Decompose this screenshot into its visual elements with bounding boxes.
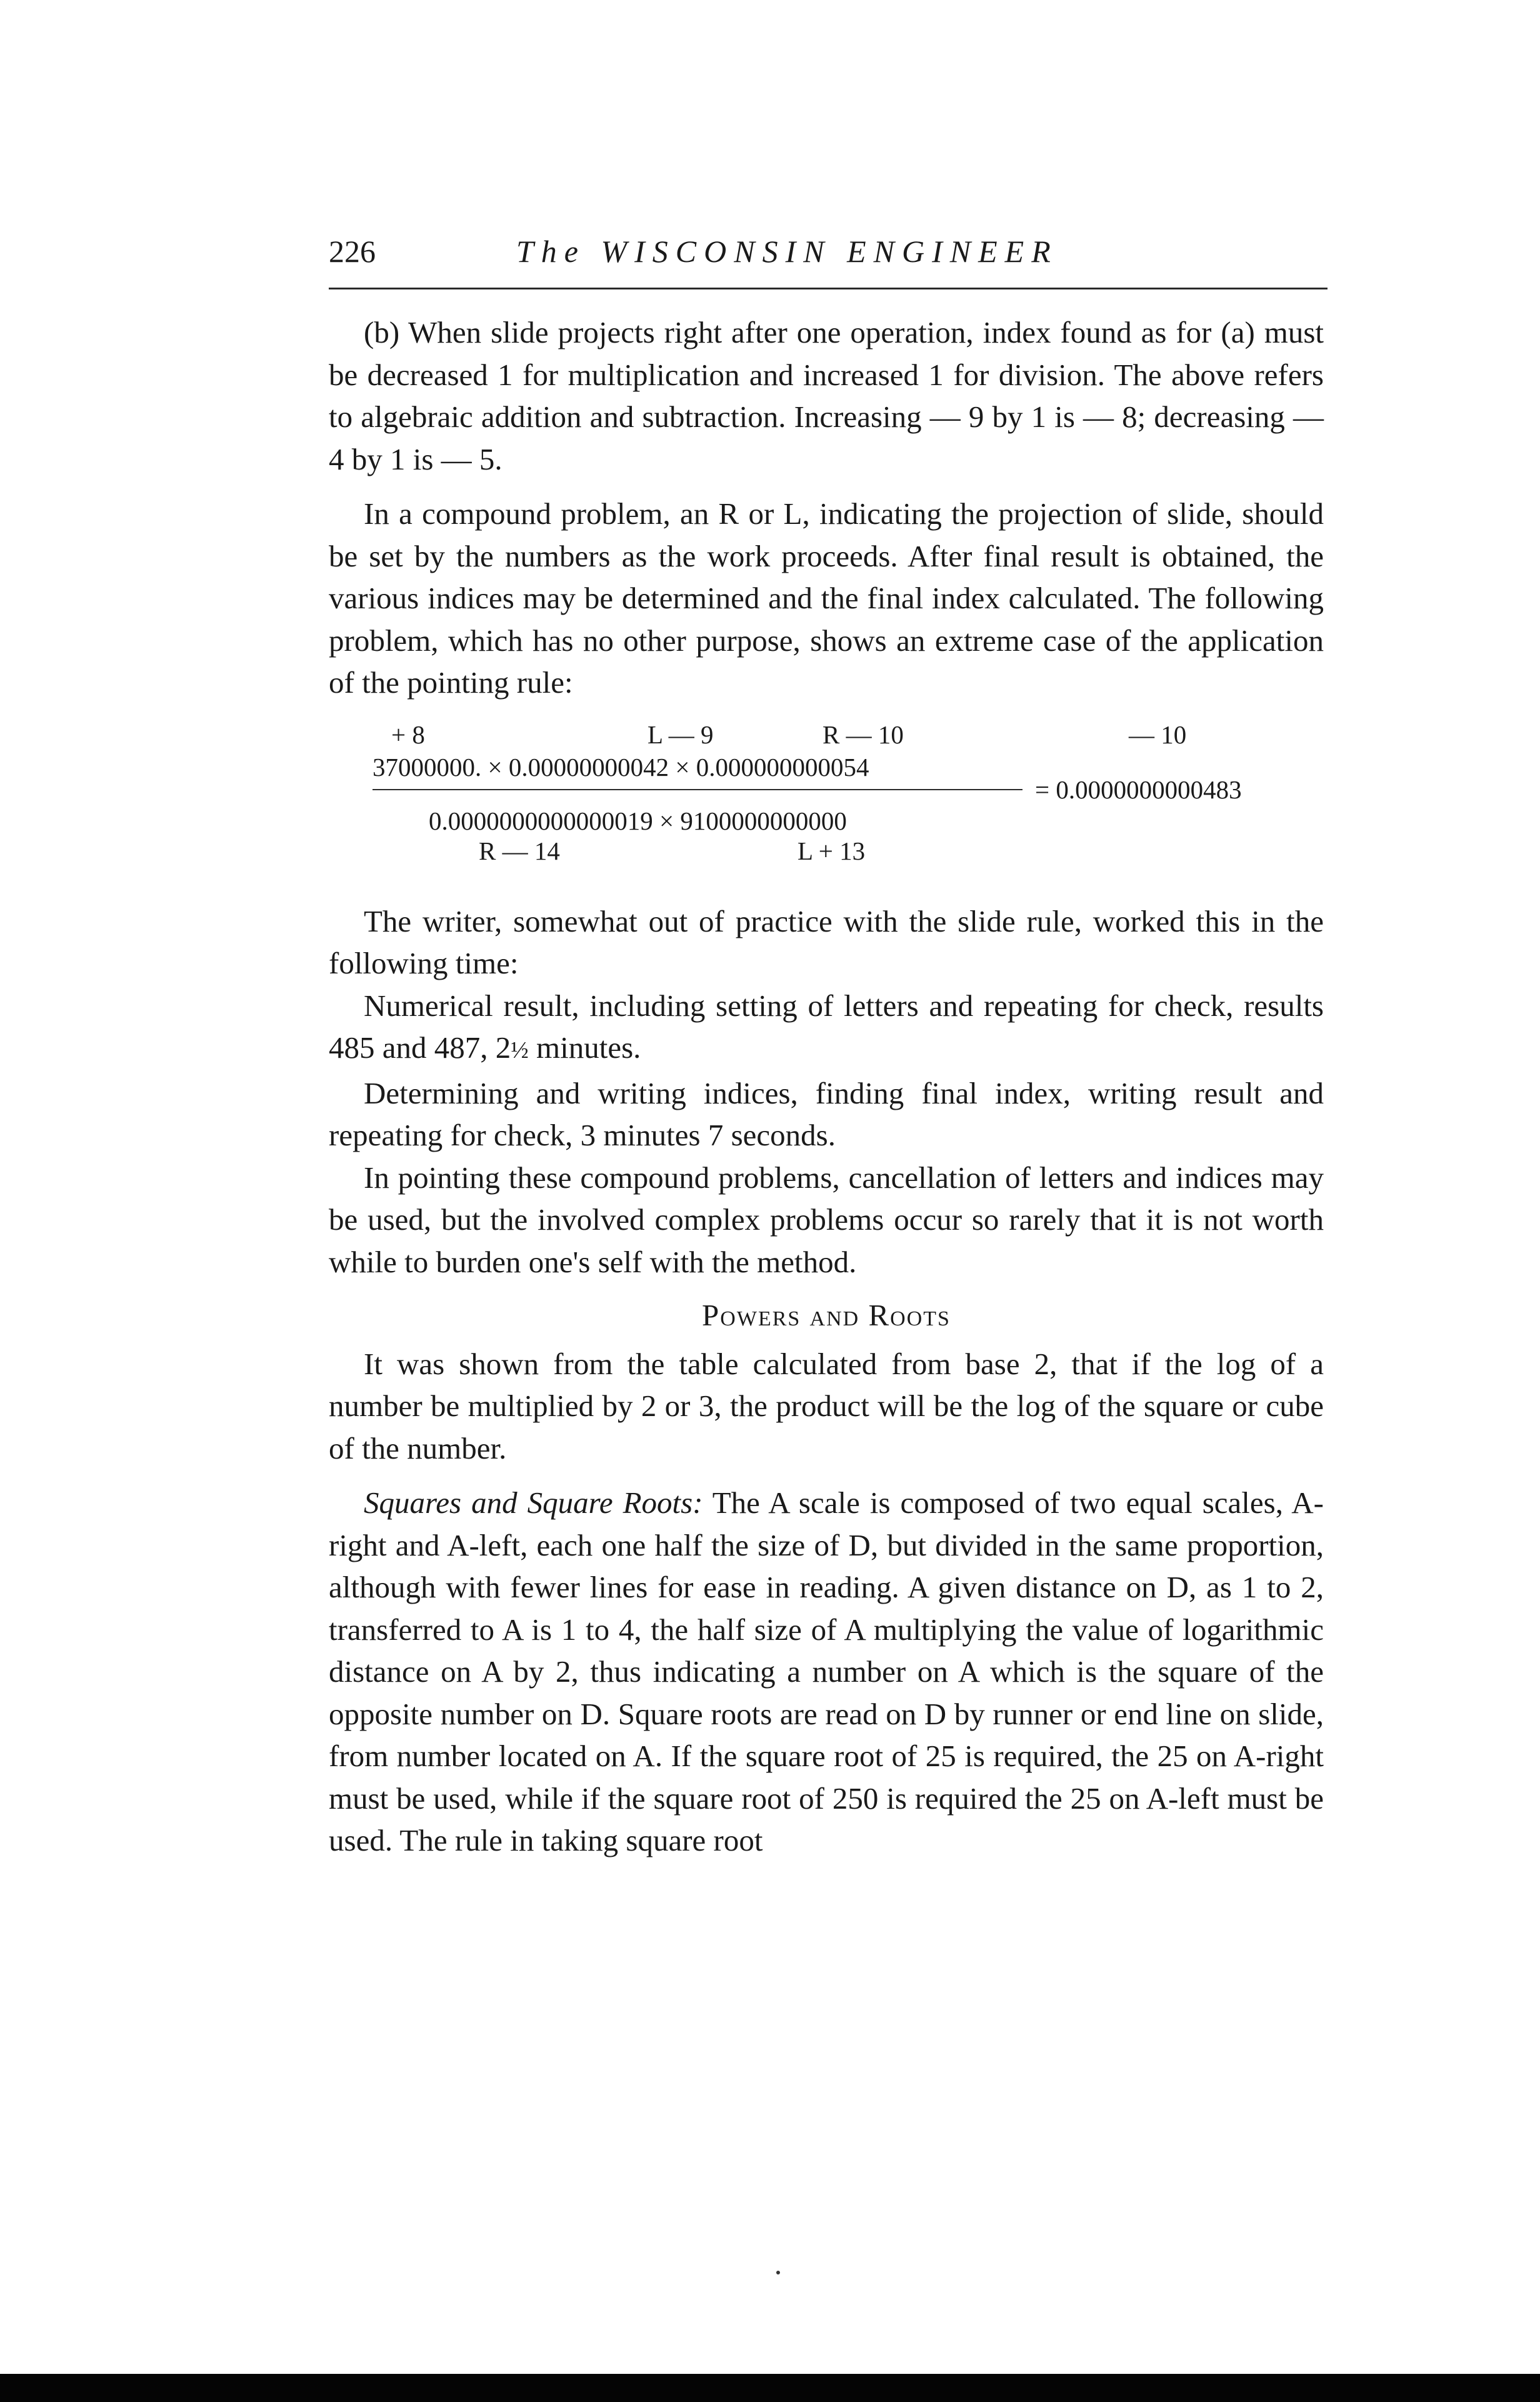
section-heading: Powers and Roots (702, 1298, 951, 1332)
fraction-half: ½ (511, 1037, 529, 1063)
page-mark (776, 2271, 780, 2274)
formula-denominator: 0.0000000000000019 × 9100000000000 (429, 806, 847, 835)
paragraph-b: (b) When slide projects right after one operation, index found as for (a) must be decreased 1 for multiplication and increased 1 for division. The above refers to algebraic addition and subtraction. Increasing — 9 by 1 is — 8; decreasing — 4 by 1 is — 5. (329, 315, 1324, 476)
formula-result: = 0.0000000000483 (1035, 775, 1242, 804)
running-head: The WISCONSIN ENGINEER (516, 234, 1058, 269)
fraction-bar (372, 789, 1022, 790)
formula-numerator: 37000000. × 0.00000000042 × 0.000000000054 (372, 752, 869, 781)
paragraph-cancellation: In pointing these compound problems, cancellation of letters and indices may be used, but the involved complex problems occur so rarely that it is not worth while to burden one's self with the method. (329, 1160, 1324, 1279)
page-number: 226 (329, 234, 376, 269)
formula-index-result: — 10 (1129, 720, 1187, 749)
paragraph-squares (329, 1482, 1324, 1862)
squares-lead: Squares and Square Roots: (364, 1485, 703, 1520)
paragraph-table-base: It was shown from the table calculated from base 2, that if the log of a number be multiplied by 2 or 3, the product will be the log of the square or cube of the number. (329, 1346, 1324, 1465)
page-header (329, 226, 1326, 276)
paragraph-determining: Determining and writing indices, finding final index, writing result and repeating for check, 3 minutes 7 seconds. (329, 1075, 1324, 1152)
body-text (329, 311, 1324, 1862)
formula-index-5: L + 13 (798, 836, 866, 865)
scan-edge-bar (0, 2374, 1540, 2402)
squares-text: The A scale is composed of two equal scales, A-right and A-left, each one half the size of D, but divided in the same proportion, although with fewer lines for ease in reading. A given distance on D, as 1 to 2, transferred to A is 1 to 4, the half size of A multiplying the value of logarithmic distance on A by 2, thus indicating a number on A which is the square of the opposite number on D. Square roots are read on D by runner or end line on slide, from number located on A. If the square root of 25 is required, the 25 on A-right must be used, while if the square root of 250 is required the 25 on A-left must be used. The rule in taking square root (329, 1485, 1324, 1857)
numerical-result-end: minutes. (528, 1030, 641, 1065)
numerical-result-text: Numerical result, including setting of letters and repeating for check, results 485 and 487, 2 (329, 988, 1324, 1065)
paragraph-numerical-result (329, 985, 1324, 1072)
formula-index-4: R — 14 (479, 836, 560, 865)
compound-formula (329, 714, 1324, 890)
formula-index-2: L — 9 (648, 720, 714, 749)
paragraph-compound-problem: In a compound problem, an R or L, indicating the projection of slide, should be set by the numbers as the work proceeds. After final result is obtained, the various indices may be determined and the final index calculated. The following problem, which has no other purpose, shows an extreme case of the application of the pointing rule: (329, 496, 1324, 700)
header-rule (329, 288, 1328, 289)
formula-index-1: + 8 (391, 720, 425, 749)
formula-index-3: R — 10 (822, 720, 904, 749)
paragraph-writer: The writer, somewhat out of practice with the slide rule, worked this in the following time: (329, 903, 1324, 980)
